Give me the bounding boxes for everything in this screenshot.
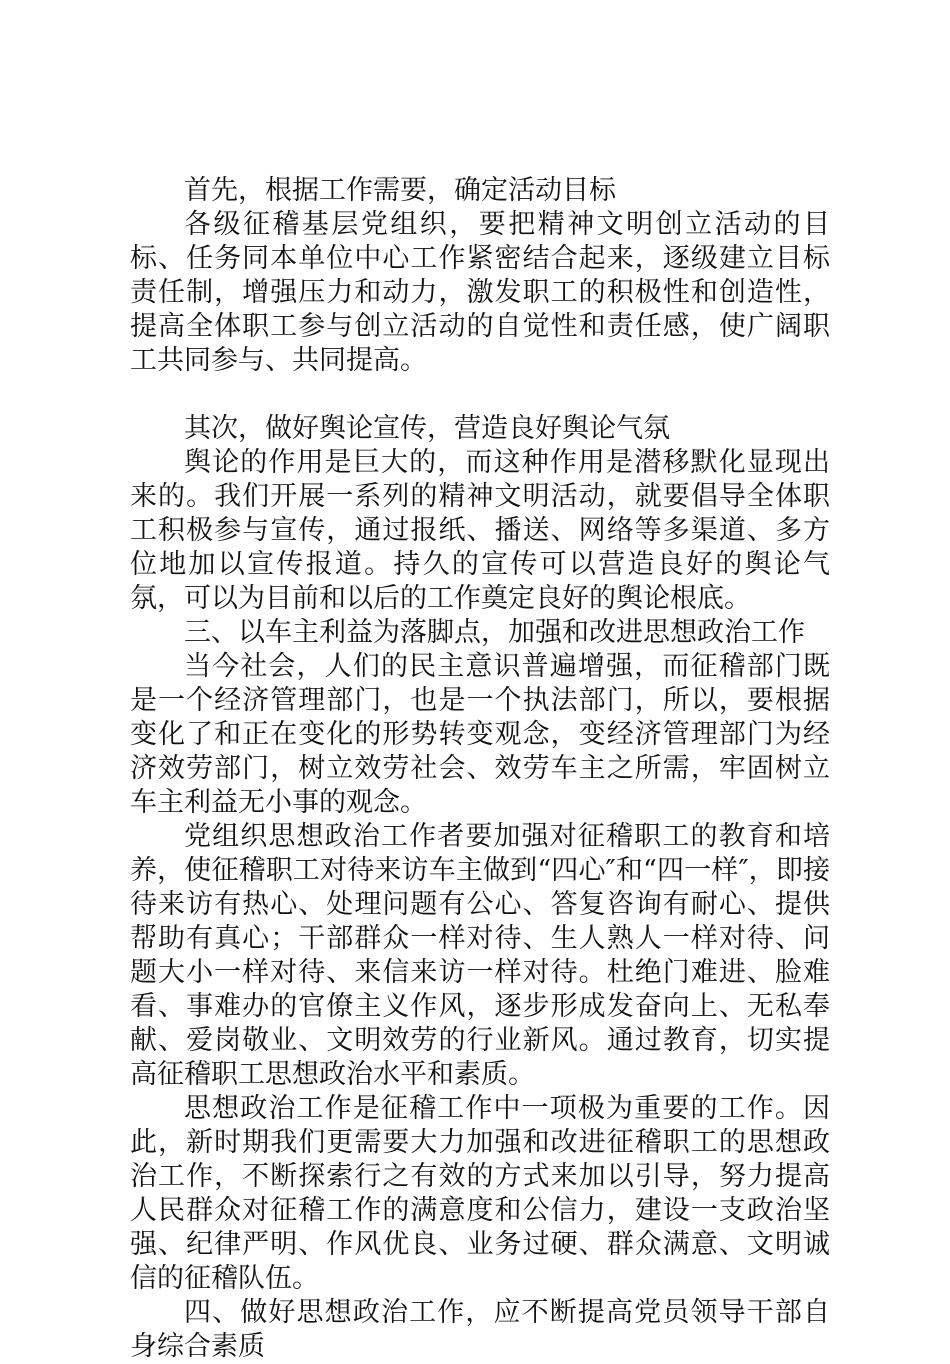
section-heading-three: 三、以车主利益为落脚点，加强和改进思想政治工作 <box>184 617 805 648</box>
section-heading-publicity: 其次，做好舆论宣传，营造良好舆论气氛 <box>184 413 670 444</box>
paragraph-service-concept: 当今社会，人们的民主意识普遍增强，而征稽部门既是一个经济管理部门，也是一个执法部门，所以，要根据变化了和正在变化的形势转变观念，变经济管理部门为经济效劳部门，树立效劳社会、效劳车主之所需，牢固树立车主利益无小事的观念。 <box>130 651 830 818</box>
paragraph-goals: 各级征稽基层党组织，要把精神文明创立活动的目标、任务同本单位中心工作紧密结合起来，逐级建立目标责任制，增强压力和动力，激发职工的积极性和创造性，提高全体职工参与创立活动的自觉性和责任感，使广阔职工共同参与、共同提高。 <box>130 209 830 376</box>
paragraph-education: 党组织思想政治工作者要加强对征稽职工的教育和培养，使征稽职工对待来访车主做到“四心″和“四一样″，即接待来访有热心、处理问题有公心、答复咨询有耐心、提供帮助有真心；干部群众一样对待、生人熟人一样对待、问题大小一样对待、来信来访一样对待。杜绝门难进、脸难看、事难办的官僚主义作风，逐步形成发奋向上、无私奉献、爱岗敬业、文明效劳的行业新风。通过教育，切实提高征稽职工思想政治水平和素质。 <box>130 821 830 1090</box>
paragraph-importance: 思想政治工作是征稽工作中一项极为重要的工作。因此，新时期我们更需要大力加强和改进征稽职工的思想政治工作，不断探索行之有效的方式来加以引导，努力提高人民群众对征稽工作的满意度和公信力，建设一支政治坚强、纪律严明、作风优良、业务过硬、群众满意、文明诚信的征稽队伍。 <box>130 1093 830 1294</box>
document-body <box>130 174 830 1364</box>
section-heading-four: 四、做好思想政治工作，应不断提高党员领导干部自身综合素质 <box>130 1297 830 1362</box>
paragraph-publicity: 舆论的作用是巨大的，而这种作用是潜移默化显现出来的。我们开展一系列的精神文明活动，就要倡导全体职工积极参与宣传，通过报纸、播送、网络等多渠道、多方位地加以宣传报道。持久的宣传可以营造良好的舆论气氛，可以为目前和以后的工作奠定良好的舆论根底。 <box>130 447 830 614</box>
section-heading-goals: 首先，根据工作需要，确定活动目标 <box>184 175 616 206</box>
